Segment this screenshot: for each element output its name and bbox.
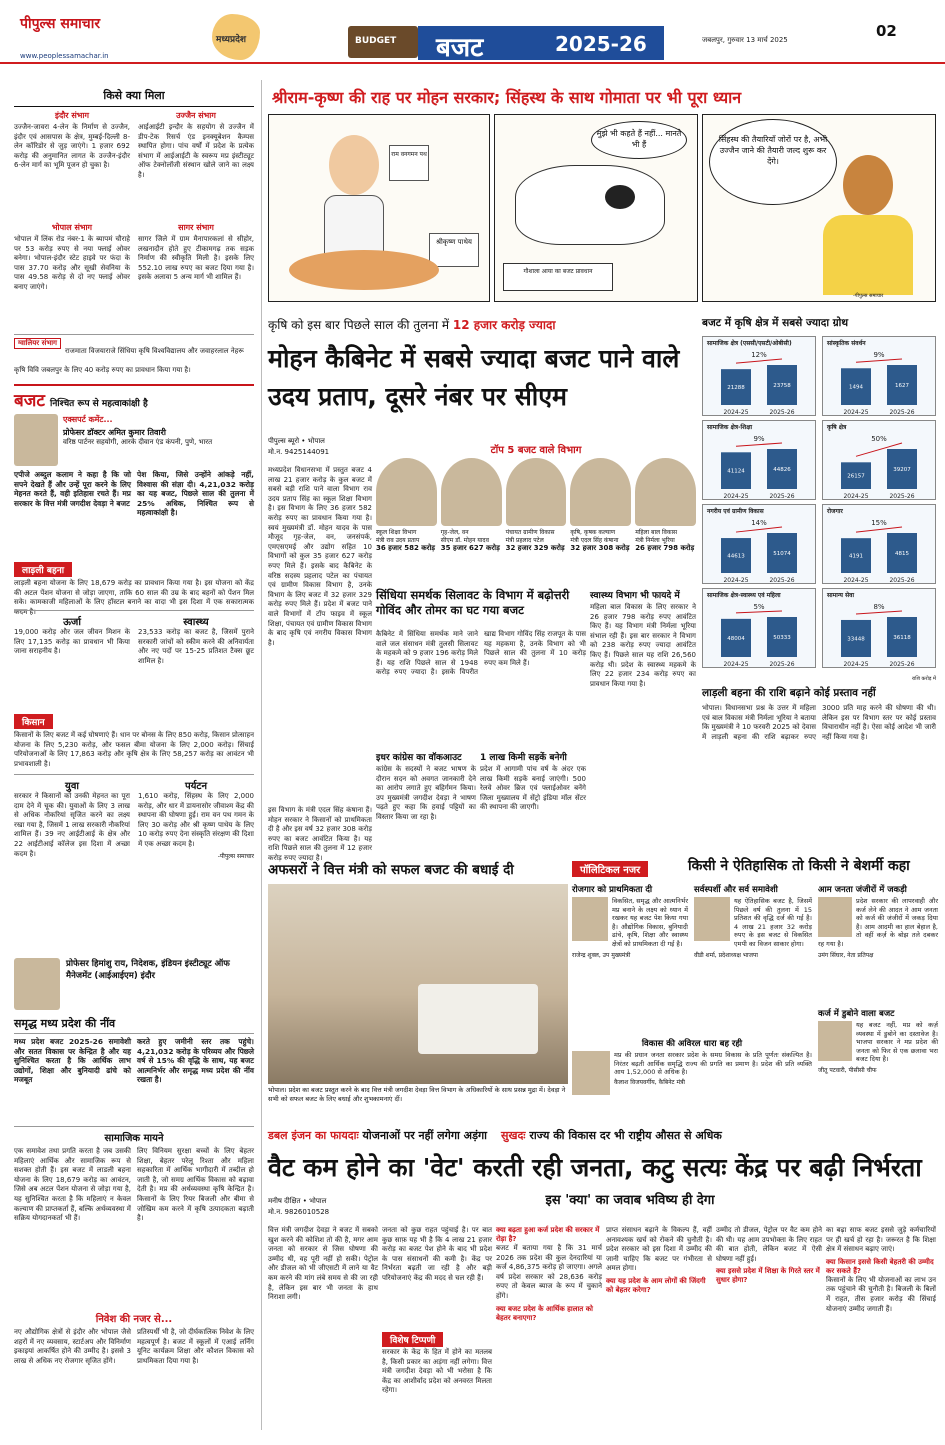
cartoon-panel-3 xyxy=(702,114,936,302)
chart-grid xyxy=(702,336,936,676)
expert2-col2: करते हुए जमीनी स्तर तक पहुंचे। 4,21,032 करोड़ के परिव्यय और पिछले वर्ष से 15% की वृद्धि के साथ, यह बजट आत्मनिर्भर और समृद्ध मध्य प्रदेश की नींव रखता है। xyxy=(137,1037,254,1085)
energy-health-section xyxy=(14,610,254,700)
political-tag-box xyxy=(572,858,682,874)
farmer-text: किसानों के लिए बजट में कई घोषणाएं हैं। धान पर बोनस के लिए 850 करोड़, किसान प्रोत्साहन योजना के लिए 5,230 करोड़, और फसल बीमा योजना के लिए 2,000 करोड़। सिंचाई परियोजनाओं के लिए 17,863 करोड़ और कृषि क्षेत्र के लिए 58,257 करोड़ का आवंटन भी प्रभावशाली है। xyxy=(14,731,254,768)
sage-head xyxy=(843,155,893,215)
top5-item: पंचायत ग्रामीण विकास मंत्री प्रहलाद पटेल 32 हजार 329 करोड़ xyxy=(506,458,567,583)
category-label: 2025-26 xyxy=(769,577,795,584)
singhar-photo xyxy=(818,897,852,937)
youth-tourism-section xyxy=(14,774,254,954)
bar-value-label: 44613 xyxy=(727,553,745,560)
cartoon-panel-2 xyxy=(494,114,698,302)
category-label: 2024-25 xyxy=(723,577,749,584)
bottom-col3: सरकार के केंद्र के हित में होने का मतलब है, किसी प्रकार का अड़ंगा नहीं लगेगा। वित्त मंत्री जगदीश देवड़ा को भी भरोसा है कि केंद्र का आशीर्वाद प्रदेश को अनवरत मिलता रहेगा। xyxy=(382,1348,492,1395)
farmer-tag: किसान xyxy=(14,714,53,729)
expert-photo xyxy=(14,414,58,466)
category-label: 2025-26 xyxy=(889,577,915,584)
special-comment-box: विशेष टिप्पणी xyxy=(382,1328,492,1346)
bottom-col4: क्या बढ़ता हुआ कर्ज प्रदेश की सरकार में रोड़ा है? बजट में बताया गया है कि 31 मार्च 2026 तक प्रदेश की कुल देनदारियां या कर्ज 4,86,375 करोड़ हो जाएगा। अगले वर्ष प्रदेश सरकार को 28,636 करोड़ रुपए तो केवल ब्याज के रूप में चुकाने होंगे। क्या बजट प्रदेश के आर्थिक हालात को बेहतर बनाएगा? xyxy=(496,1226,602,1322)
political-tag: पॉलिटिकल नजर xyxy=(572,861,648,877)
category-label: 2025-26 xyxy=(889,409,915,416)
cm-cartoon-figure xyxy=(329,135,379,195)
bar-value-label: 41124 xyxy=(727,468,745,475)
chart-svg xyxy=(703,505,817,585)
regions-title: किसे क्या मिला xyxy=(14,88,254,107)
main-byline: पीपुल्स ब्यूरो • भोपाल मो.न. 9425144091 xyxy=(268,437,330,456)
bar-value-label: 1494 xyxy=(849,384,863,391)
minister-photo xyxy=(506,458,567,526)
website-link[interactable]: www.peoplessamachar.in xyxy=(20,52,109,60)
state-label: मध्यप्रदेश xyxy=(216,35,247,45)
top5-item: स्कूल शिक्षा विभाग मंत्री राव उदय प्रताप 36 हजार 582 करोड़ xyxy=(376,458,437,583)
chart-title: कृषि क्षेत्र xyxy=(827,424,847,431)
social-col2: लिए विनियम सुरक्षा बच्चों के लिए बेहतर शिक्षा, बेहतर परेलू रिश्ता और महिला सहकारिता में आर्थिक भागीदारी में तब्दील हो जाती है, जो समग्र आर्थिक विकास को बढ़ावा देती है। मप्र की अर्थव्यवस्था कृषि केन्द्रित है। किसानों के लिए रियर बिजली और बीमा से जोखिम कम करने में कृषि उत्पादकता बढ़ाती है। xyxy=(137,1147,254,1223)
bar-value-label: 26157 xyxy=(847,473,865,480)
bottom-kickers xyxy=(268,1128,938,1146)
quote-sharma: सर्वस्पर्शी और सर्व समावेशी यह ऐतिहासिक बजट है, जिसमें पिछले वर्ष की तुलना में 15 प्रतिशत की वृद्धि दर्ज की गई है। 4 लाख 21 हजार 32 करोड़ रुपए के इस बजट से विकसित एमपी का विजन साकार होगा। वीडी शर्मा, प्रदेशाध्यक्ष भाजपा xyxy=(694,885,812,959)
bar-value-label: 44826 xyxy=(773,467,791,473)
invest-title: निवेश की नजर से... xyxy=(95,1314,173,1325)
expert2-photo xyxy=(14,958,60,1010)
category-label: 2024-25 xyxy=(723,493,749,500)
region-sagar: सागर संभाग सागर जिले में ग्राम मैनापारकलां से सीहोर, लखनादौन होते हुए टीकामगढ़ तक सड़क निर्माण की स्वीकृति मिली है। इसके लिए 552.10 लाख रुपए का बजट दिया गया है। इसके अलावा 5 अन्य मार्ग भी शामिल हैं। xyxy=(138,223,254,282)
mini-chart xyxy=(822,336,936,416)
bottom-col5: प्राप्त संसाधन बढ़ाने के विकल्प हैं, वहीं अनावश्यक खर्च को रोकने की चुनौती है। प्रदेश सरकार को इस दिशा में उम्मीद की जानी चाहिए कि बजट पर गंभीरता से अमल होगा। क्या यह प्रदेश के आम लोगों की जिंदगी को बेहतर करेगा? xyxy=(606,1226,712,1294)
invest-col1: नए औद्योगिक क्षेत्रों से इंदौर और भोपाल जैसे शहरों में नए व्यवसाय, स्टार्टअप और विनिर्माण इकाइयां आकर्षित होने की उम्मीद है। इससे 3 लाख से अधिक नए रोजगार सृजित होंगे। xyxy=(14,1328,131,1365)
flowers-illustration xyxy=(289,250,439,290)
growth-label: 14% xyxy=(751,519,767,527)
ambition-title: बजट xyxy=(14,391,45,411)
sharma-photo xyxy=(694,897,730,941)
category-label: 2024-25 xyxy=(843,493,869,500)
growth-line xyxy=(856,611,902,614)
bar-value-label: 21288 xyxy=(727,385,745,392)
cow-illustration xyxy=(515,165,665,245)
column-divider xyxy=(261,80,262,1430)
quote-patwari: कर्ज में डुबोने वाला बजट यह बजट नहीं, मप्र को कर्ज़ व्यवस्था में डुबोने का दस्तावेज है। भाजपा सरकार ने मप्र प्रदेश की जनता को फिर से एक छलावा भरा बजट दिया है। जीतू पटवारी, पीसीसी चीफ xyxy=(818,1009,938,1074)
chart-title: नगरीय एवं ग्रामीण विकास xyxy=(707,508,764,515)
regions-box xyxy=(14,88,254,378)
chart-svg xyxy=(703,421,817,501)
growth-label: 9% xyxy=(753,435,765,443)
bottom-deck: इस 'क्या' का जवाब भविष्य ही देगा xyxy=(545,1193,715,1208)
farmer-section xyxy=(14,710,254,770)
quote-shukla: रोजगार को प्राथमिकता दी विकसित, समृद्ध और आत्मनिर्भर मप्र बनाने के लक्ष्य को ध्यान में रखकर यह बजट पेश किया गया है। औद्योगिक विकास, बुनियादी ढांचे, कृषि, शिक्षा और स्वास्थ्य क्षेत्रों को प्राथमिकता दी गई है। राजेन्द्र शुक्ल, उप मुख्यमंत्री xyxy=(572,885,688,959)
region-bhopal: भोपाल संभाग भोपाल में लिंक रोड नंबर-1 के ब्यापमं चौराहे पर 53 करोड़ रुपए से नया फ्लाई ओवर बनेगा। भोपाल-इंदौर स्टेट हाइवे पर फंदा के पास 37.70 करोड़ और सूखी सेवनिया के पास 49.58 करोड़ से दो नए फ्लाई ओवर बनाए जाएंगे। xyxy=(14,223,130,291)
growth-label: 15% xyxy=(871,519,887,527)
expert2-section xyxy=(14,958,254,1118)
bar-value-label: 4191 xyxy=(849,553,863,560)
growth-label: 12% xyxy=(751,351,767,359)
chart-title: सामाजिक क्षेत्र-स्वास्थ्य एवं महिला xyxy=(707,592,781,599)
growth-line xyxy=(856,527,902,532)
chart-credit: राशि करोड़ में xyxy=(911,676,936,682)
sign-ram: राम वनगमन पथ xyxy=(389,145,429,181)
social-section xyxy=(14,1126,254,1426)
chart-title: सामाजिक क्षेत्र (एससी/एसटी/ओबीसी) xyxy=(707,340,792,347)
bar-value-label: 51074 xyxy=(773,551,791,557)
health-story: स्वास्थ्य विभाग भी फायदे में महिला बाल विकास के लिए सरकार ने 26 हजार 798 करोड़ रुपए आवंटित किए हैं। यह विभाग मंत्री निर्मला भूरिया संभाल रही हैं। इस बार सरकार ने विभाग को 238 करोड़ रुपए ज्यादा आवंटित किए हैं। पिछले साल यह राशि 26,560 करोड़ थी। प्रदेश के स्वास्थ्य महकमे के लिए 22 हजार 234 करोड़ रुपए का प्रावधान किया गया है। xyxy=(590,591,696,688)
chart-title: रोजगार xyxy=(827,508,843,515)
ladli-tag: लाड़ली बहना xyxy=(14,562,72,577)
region-gwalior: ग्वालियर संभाग राजमाता विजयाराजे सिंधिया कृषि विश्वविद्यालय और जवाहरलाल नेहरू कृषि विवि जबलपुर के लिए 40 करोड़ रुपए का प्रावधान किया गया है। xyxy=(14,334,254,368)
kicker-1: डबल इंजन का फायदाः योजनाओं पर नहीं लगेगा अड़ंगा xyxy=(268,1129,488,1142)
chart-panel-title: बजट में कृषि क्षेत्र में सबसे ज्यादा ग्रोथ xyxy=(702,317,849,329)
photo-headline: अफसरों ने वित्त मंत्री को सफल बजट की बधाई दी xyxy=(268,862,514,878)
scindia-headline: सिंधिया समर्थक सिलावट के विभाग में बढ़ोत्तरी गोविंद और तोमर का घट गया बजट xyxy=(376,588,570,617)
tourism-text: 1,610 करोड़, सिंहस्थ के लिए 2,000 करोड़, और धार में डायनासोर जीवाश्म केंद्र की स्थापना की घोषणा हुई। राम वन पथ गमन के लिए 30 करोड़ और श्री कृष्ण पाथेय के लिए 10 करोड़ रुपए देना संस्कृति संरक्षण की दिशा में एक अच्छा कदम है। xyxy=(138,792,254,848)
chart-svg xyxy=(823,589,937,669)
category-label: 2025-26 xyxy=(769,493,795,500)
bar-value-label: 33448 xyxy=(847,636,865,643)
bar-value-label: 1627 xyxy=(895,383,909,389)
officials-photo xyxy=(268,884,568,1084)
budget-english-label: BUDGET xyxy=(355,36,397,46)
chart-svg xyxy=(823,505,937,585)
chart-svg xyxy=(823,421,937,501)
chart-title: सामाजिक क्षेत्र-शिक्षा xyxy=(707,424,753,431)
congress-walkout: इधर कांग्रेस का वॉकआउट कांग्रेस के सदस्यों ने बजट भाषण के दौरान सदन को अवगत जानकारी देने का आरोप लगाते हुए बहिर्गमन किया। उप मुख्यमंत्री जगदीश देवड़ा ने भाषण पढ़ते हुए कहा कि हवाई पट्टियों का विस्तार किया जा रहा है। xyxy=(376,753,476,821)
bar-value-label: 23758 xyxy=(773,383,791,389)
social-col1: एक समावेश तथा प्रगति करता है जब उसकी महिलाएं आर्थिक और सामाजिक रूप से सशक्त होती हैं। इस बजट में लाडली बहना योजना के लिए 18,679 करोड़ का आवंटन, जिसे अब अटल पेंशन योजना से जोड़ा गया है, यह सुनिश्चित करता है कि महिलाएं न केवल कल्याण की प्राप्तकर्ता हैं, बल्कि अर्थव्यवस्था में सक्रिय योगदानकर्ता भी हैं। xyxy=(14,1147,131,1223)
growth-label: 5% xyxy=(753,603,765,611)
political-headline: किसी ने ऐतिहासिक तो किसी ने बेशर्मी कहा xyxy=(688,858,910,874)
ambition-col1: एपीजे अब्दुल कलाम ने कहा है कि जो सपने देखते हैं और उन्हें पूरा करने के लिए मेहनत करते हैं, वही इतिहास रचते हैं। मप्र सरकार के वित्त मंत्री जगदीश देवड़ा ने बजट xyxy=(14,470,131,508)
top5-row xyxy=(376,458,696,583)
chart-svg xyxy=(703,337,817,417)
bar-value-label: 50333 xyxy=(773,635,791,641)
growth-line xyxy=(736,359,782,363)
minister-photo xyxy=(441,458,502,526)
ambition-section xyxy=(14,384,254,554)
category-label: 2024-25 xyxy=(843,577,869,584)
social-title: सामाजिक मायने xyxy=(104,1133,164,1144)
growth-line xyxy=(736,443,782,446)
bottom-col6: उम्मीद तो डीजल, पेट्रोल पर वैट कम होने की थी। यह आम उपभोक्ता के लिए राहत की बात होती, लेकिन बजट में ऐसी घोषणा नहीं हुई। क्या इससे प्रदेश में शिक्षा के गिरते स्तर में सुधार होगा? xyxy=(716,1226,822,1285)
cartoon-headline: श्रीराम-कृष्ण की राह पर मोहन सरकार; सिंहस्थ के साथ गोमाता पर भी पूरा ध्यान xyxy=(272,88,742,107)
mini-chart xyxy=(702,588,816,668)
expert-label: एक्सपर्ट कमेंट... xyxy=(63,415,113,424)
energy-text: 19,000 करोड़ और जल जीवन मिशन के लिए 17,135 करोड़ का प्रावधान भी किया जाना सराहनीय है। xyxy=(14,628,130,656)
sage-speech-bubble: सिंहस्थ की तैयारियाँ जोरों पर है, अभी उज्जैन जाने की तैयारी जल्द शुरू कर देंगे। xyxy=(709,119,837,205)
cartoon-credit: -पीपुल्स समाचार xyxy=(853,293,884,299)
mini-chart xyxy=(822,588,936,668)
category-label: 2025-26 xyxy=(769,661,795,668)
dateline: जबलपुर, गुरुवार 13 मार्च 2025 xyxy=(702,36,788,44)
main-headline: मोहन कैबिनेट में सबसे ज्यादा बजट पाने वाले उदय प्रताप, दूसरे नंबर पर सीएम xyxy=(268,344,680,411)
category-label: 2024-25 xyxy=(723,409,749,416)
budget-year: 2025-26 xyxy=(555,32,647,56)
chart-title: सामान्य सेवा xyxy=(827,592,855,599)
cartoon-panel-1 xyxy=(268,114,490,302)
bar-value-label: 36118 xyxy=(893,635,911,641)
category-label: 2025-26 xyxy=(769,409,795,416)
mini-chart xyxy=(822,504,936,584)
health-text: 23,533 करोड़ का बजट है, जिसमें पुराने सरकारी जांचों को स्कीम करने की अनिवार्यता और नए पदों पर 15-25 प्रतिशत टैक्स छूट शामिल है। xyxy=(138,628,254,665)
category-label: 2024-25 xyxy=(843,661,869,668)
main-kicker: कृषि को इस बार पिछले साल की तुलना में 12 हजार करोड़ ज्यादा xyxy=(268,318,556,332)
category-label: 2025-26 xyxy=(889,493,915,500)
health-title: स्वास्थ्य xyxy=(183,617,209,628)
energy-title: ऊर्जा xyxy=(63,617,81,628)
road-story: 1 लाख किमी सड़कें बनेगी प्रदेश में आगामी पांच वर्ष के अंदर एक लाख किमी सड़कें बनाई जाएंगी। 500 रेलवे ओवर ब्रिज एवं फ्लाईओवर बनेंगे जिला मुख्यालय में सेंट्रो इंडिया मॉल सेंटर की स्थापना की जाएगी। xyxy=(480,753,586,812)
shukla-photo xyxy=(572,897,608,941)
bar-value-label: 39207 xyxy=(893,467,911,473)
sign-krishna: श्रीकृष्ण पाथेय xyxy=(429,233,479,267)
growth-line xyxy=(736,611,782,613)
photo-caption: भोपाल। प्रदेश का बजट प्रस्तुत करने के बाद वित्त मंत्री जगदीश देवड़ा वित्त विभाग के अधिकारियों के साथ प्रसन्न मुद्रा में। देवड़ा ने सभी को सफल बजट के लिए बधाई और शुभकामनाएं दीं। xyxy=(268,1086,566,1103)
table-illustration xyxy=(418,984,538,1054)
tourism-title: पर्यटन xyxy=(184,781,208,792)
bottom-col2: जनता को कुछ राहत पहुंचाई है। पर बात कुछ साफ़ यह भी है कि 4 लाख 21 हजार करोड़ का बजट पेश होने के बाद भी प्रदेश के पास संसाधनों की कमी है। केंद्र पर निर्भरता बढ़ती जा रही है और बड़ी परियोजनाएं केंद्र की मदद से चल रही हैं। xyxy=(382,1226,492,1282)
bottom-col1: वित्त मंत्री जगदीश देवड़ा ने बजट में सबको खुश करने की कोशिश तो की है, मगर आम जनता को सरकार से जिस घोषणा की उम्मीद थी, वह पूरी नहीं हो सकी। पेट्रोल और डीजल को भी जीएसटी में लाने या वैट कम करने की मांग लंबे समय से की जा रही है, लेकिन इस बार भी जनता के हाथ निराशा लगी। xyxy=(268,1226,378,1302)
page-number: 02 xyxy=(876,22,897,40)
growth-line xyxy=(736,527,782,532)
growth-line xyxy=(856,359,902,362)
region-ujjain: उज्जैन संभाग आईआईटी इन्दौर के सहयोग से उज्जैन में डीप-टेक रिसर्च एंड इनक्यूबेशन कैम्पस स्थापित होगा। पांच वर्षों में प्रदेश के प्रत्येक संभाग में आईआईटी के स्वरूप मप्र इंस्टीट्यूट ऑफ टेक्नोलॉजी संस्थान खोले जाने का लक्ष्य है। xyxy=(138,111,254,179)
expert-designation: वरिष्ठ पार्टनर सहयोगी, आरके दीवान एंड कंपनी, पुणे, भारत xyxy=(63,438,213,446)
category-label: 2024-25 xyxy=(723,661,749,668)
ladli-text: लाड़ली बहना योजना के लिए 18,679 करोड़ का प्रावधान किया गया है। इस योजना को केंद्र की अटल पेंशन योजना से जोड़ा जाएगा, ताकि 60 साल की उम्र के बाद बहनों को पेंशन मिल सके। कामकाजी महिलाओं के लिए हॉस्टल बनाने का वादा भी इस दिशा में एक सकारात्मक कदम है। xyxy=(14,579,254,616)
main-body-col1: मध्यप्रदेश विधानसभा में प्रस्तुत बजट 4 लाख 21 हजार करोड़ के कुल बजट में सबसे बड़ी राशि पाने वाला विभाग राव उदय प्रताप सिंह का स्कूल शिक्षा विभाग है। इस विभाग के लिए 36 हजार 582 करोड़ रुपए का प्रावधान किया गया है। स्वयं मुख्यमंत्री डॉ. मोहन यादव के पास मौजूद गृह-जेल, वन, जनसंपर्क, एमएसएमई और उद्योग सहित 10 विभागों को कुल 35 हजार 627 करोड़ रुपए मिले हैं। इसके बाद कैबिनेट के वरिष्ठ सदस्य प्रहलाद पटेल का पंचायत एवं ग्रामीण विकास विभाग है, उनके विभाग के लिए बजट में 32 हजार 329 करोड़ रुपए मिले हैं। प्रदेश में बजट पाने वाले विभागों में टॉप फाइव में स्कूल शिक्षा, पंचायत एवं ग्रामीण विकास विभाग के बाद कृषि एवं नगरीय विकास विभाग है। xyxy=(268,466,372,647)
top5-item: महिला बाल विकास मंत्री निर्मला भूरिया 26 हजार 798 करोड़ xyxy=(635,458,696,583)
bottom-headline: वैट कम होने का 'वेट' करती रही जनता, कटु सत्यः केंद्र पर बढ़ी निर्भरता xyxy=(268,1153,922,1182)
bottom-byline: मनीष दीक्षित • भोपाल मो.न. 9826010528 xyxy=(268,1197,330,1216)
mini-chart xyxy=(702,504,816,584)
main-body-col2: इस विभाग के मंत्री एदल सिंह कंषाना हैं। मोहन सरकार ने किसानों को प्राथमिकता दी है और इस वर्ष 32 हजार 308 करोड़ रुपए का बजट आवंटित किया है। यह राशि पिछले साल की तुलना में 12 हजार करोड़ रुपए ज्यादा है। xyxy=(268,806,372,862)
ambition-subtitle: निश्चित रूप से महत्वाकांक्षी है xyxy=(49,399,148,409)
minister-photo xyxy=(376,458,437,526)
invest-col2: प्रतिस्पर्धी भी है, जो दीर्घकालिक निवेश के लिए महत्वपूर्ण है। बजट में स्कूलों में एआई लर्निंग यूनिट कार्यक्रम शिक्षा और कौशल विकास को प्राथमिकता दिया गया है। xyxy=(137,1328,254,1365)
ladli-section xyxy=(14,558,254,616)
mini-chart xyxy=(702,336,816,416)
quote-vijayvargiya: विकास की अविरल धारा बह रही मप्र की प्रधान जनता सरकार प्रदेश के समग्र विकास के प्रति पूर्णतः संकल्पित है। निरंतर बढ़ती आर्थिक समृद्धि राज्य की प्रगति का प्रमाण है। प्रदेश की प्रति व्यक्ति आय 1,52,000 से अधिक है। कैलाश विजयवर्गीय, कैबिनेट मंत्री xyxy=(572,1038,812,1116)
scindia-body: कैबिनेट में सिंधिया समर्थक माने जाने वाले जल संसाधन मंत्री तुलसी सिलावट के महकमे को 9 हजार 196 करोड़ मिले हैं। यह राशि पिछले साल से 1948 करोड़ रुपए ज्यादा है। इसके विपरीत खाद्य विभाग गोविंद सिंह राजपूत के पास यह महकमा है, उनके विभाग को भी पिछले साल की तुलना में 10 करोड़ रुपए कम मिले हैं। xyxy=(376,630,586,677)
top5-item: कृषि, कृषक कल्याण मंत्री एदल सिंह कंषाना 32 हजार 308 करोड़ xyxy=(570,458,631,583)
growth-label: 9% xyxy=(873,351,885,359)
mini-chart xyxy=(822,420,936,500)
top5-item: गृह-जेल, वन सीएम डॉ. मोहन यादव 35 हजार 627 करोड़ xyxy=(441,458,502,583)
growth-label: 8% xyxy=(873,603,885,611)
gaushala-sign: गौशाला आया का बजट प्रावधान xyxy=(503,263,613,291)
chart-svg xyxy=(823,337,937,417)
bar-value-label: 4815 xyxy=(895,551,909,557)
top5-label-box: टॉप 5 बजट वाले विभाग xyxy=(376,438,696,458)
expert2-col1: मध्य प्रदेश बजट 2025-26 समावेशी और सतत विकास पर केन्द्रित है और यह सुनिश्चित करता है कि आर्थिक लाभ उद्योगों, शिक्षा और बुनियादी ढांचे को मजबूत xyxy=(14,1037,131,1085)
bottom-col7: का बढ़ा साफ बजट इससे जुड़े कर्मचारियों पर ही खर्च हो रहा है। जरूरत है कि शिक्षा क्षेत्र में संसाधन बढ़ाए जाएं। क्या किसान इससे किसी बेहतरी की उम्मीद कर सकते हैं? किसानों के लिए भी योजनाओं का लाभ उन तक पहुंचाने की चुनौती है। बिजली के बिलों में राहत, तीस हजार करोड़ की सिंचाई योजनाएं उम्मीद जगाती हैं। xyxy=(826,1226,936,1313)
youth-title: युवा xyxy=(65,781,79,792)
sage-robe xyxy=(823,215,913,295)
patwari-photo xyxy=(818,1021,852,1061)
ladli-headline: लाड़ली बहना की राशि बढ़ाने कोई प्रस्ताव नहीं xyxy=(702,687,876,699)
expert2-heading: समृद्ध मध्य प्रदेश की नींव xyxy=(14,1016,254,1034)
chart-svg xyxy=(703,589,817,669)
expert-name: प्रोफेसर डॉक्टर अमित कुमार तिवारी xyxy=(63,428,166,437)
youth-credit: -पीपुल्स समाचार xyxy=(217,852,254,860)
kicker-2: सुखदः राज्य की विकास दर भी राष्ट्रीय औसत से अधिक xyxy=(501,1129,722,1142)
ladli-body: भोपाल। विधानसभा प्रश्न के उत्तर में महिला एवं बाल विकास मंत्री निर्मला भूरिया ने बताया कि मुख्यमंत्री ने 10 फरवरी 2025 को देवास में लाड़ली बहना की राशि बढ़ाकर रुपए 3000 प्रति माह करने की घोषणा की थी। लेकिन इस पर विभाग स्तर पर कोई प्रस्ताव विचाराधीन नहीं है। ऐसा कोई आदेश भी जारी नहीं किया गया है। xyxy=(702,704,936,741)
chart-title: सांस्कृतिक संवर्धन xyxy=(827,340,866,347)
category-label: 2025-26 xyxy=(889,661,915,668)
ambition-col2: पेश किया, जिसे उन्होंने आंकड़े नहीं, विश्वास की संज्ञा दी। 4,21,032 करोड़ का यह बजट, पिछले साल की तुलना में 25% अधिक, निश्चित रूप से महत्वाकांक्षी है। xyxy=(137,470,254,518)
expert2-name: प्रोफेसर हिमांशु राय, निदेशक, इंडियन इंस्टीट्यूट ऑफ मैनेजमेंट (आईआईएम) इंदौर xyxy=(66,959,230,981)
growth-label: 50% xyxy=(871,435,887,443)
quote-singhar: आम जनता जंजीरों में जकड़ी प्रदेश सरकार की लापरवाही और कर्ज लेने की आदत ने आम जनता को कर्ज की जंजीरों में जकड़ दिया है। आम आदमी का हाल बेहाल है, तो वहीं कर्ज़ के बोझ तले दबकर रह गया है। उमंग सिंघार, नेता प्रतिपक्ष xyxy=(818,885,938,959)
region-indore: इंदौर संभाग उज्जैन-जावरा 4-लेन के निर्माण से उज्जैन, इंदौर एवं आसपास के क्षेत्र, मुम्बई-दिल्ली 8-लेन कॉरिडोर से जुड़ जाएंगे। 1 हजार 692 करोड़ की अनुमानित लागत के उज्जैन-इंदौर 6-लेन मार्ग का भूमि पूजन हो चुका है। xyxy=(14,111,130,170)
mini-chart xyxy=(702,420,816,500)
vijayvargiya-photo xyxy=(572,1051,610,1095)
budget-title: बजट xyxy=(436,33,484,63)
category-label: 2024-25 xyxy=(843,409,869,416)
minister-photo xyxy=(570,458,631,526)
newspaper-logo[interactable]: पीपुल्स समाचार xyxy=(20,16,101,32)
bar-value-label: 48004 xyxy=(727,635,745,642)
minister-photo xyxy=(635,458,696,526)
cow-speech-bubble: मुझे भी कहते हैं नहीं... मानते भी हैं xyxy=(591,121,687,159)
cow-spot xyxy=(605,185,635,209)
youth-text: सरकार ने किसानों को उनकी मेहनत का पूरा दाम देने में चूक की। युवाओं के लिए 3 लाख से अधिक नौकरियां सृजित करने का लक्ष्य रखा गया है, जिसमें 1 लाख सरकारी नौकरियां शामिल हैं। 39 नए आईटीआई के क्षेत्र और 22 आईटीआई कॉलेज इस दिशा में अच्छा कदम है। xyxy=(14,792,130,858)
